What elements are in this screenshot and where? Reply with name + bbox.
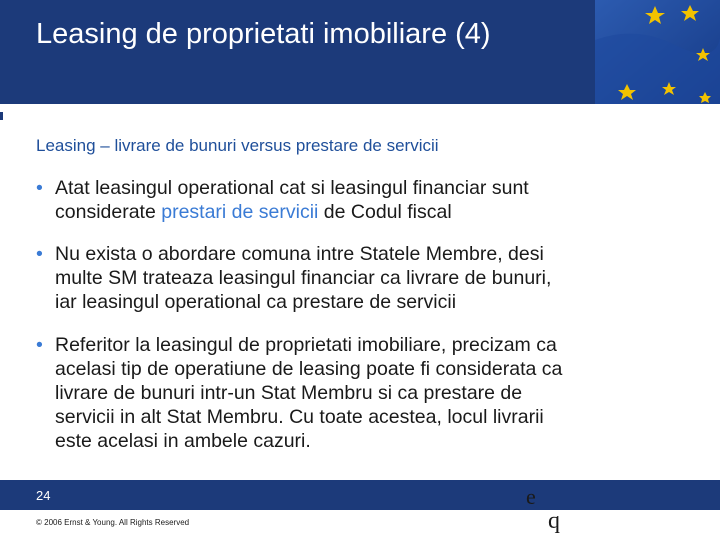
bullet-item — [36, 242, 696, 314]
bullet-line: livrare de bunuri intr-un Stat Membru si ca prestare de — [55, 382, 523, 404]
bullet-line: Atat leasingul operational cat si leasingul financiar sunt — [55, 177, 529, 199]
bullet-line: iar leasingul operational ca prestare de servicii — [55, 291, 457, 313]
bullet-item — [36, 333, 696, 453]
edge-mark — [0, 112, 3, 120]
page-number: 24 — [36, 488, 51, 503]
bullet-marker: • — [36, 177, 43, 199]
logo-glyph-e: e — [526, 484, 536, 509]
bullet-item — [36, 176, 696, 224]
highlight-text: prestari de servicii — [161, 201, 319, 223]
bullet-line: Nu exista o abordare comuna intre Statele Membre, desi — [55, 243, 544, 265]
title-bar — [0, 0, 720, 104]
logo-glyph-q: q — [548, 508, 560, 534]
bullet-marker: • — [36, 334, 43, 356]
copyright-text: © 2006 Ernst & Young. All Rights Reserved — [36, 518, 190, 527]
bullet-line: servicii in alt Stat Membru. Cu toate acestea, locul livrarii — [55, 406, 544, 428]
bullet-line — [36, 200, 696, 224]
bullet-line: multe SM trateaza leasingul financiar ca livrare de bunuri, — [55, 267, 552, 289]
bullet-line: Referitor la leasingul de proprietati imobiliare, precizam ca — [55, 334, 557, 356]
line-text: de Codul fiscal — [318, 201, 452, 223]
bullet-line: este acelasi in ambele cazuri. — [55, 430, 311, 452]
bullet-line: acelasi tip de operatiune de leasing poate fi considerata ca — [55, 358, 563, 380]
bullet-marker: • — [36, 243, 43, 265]
eu-flag-stars-icon — [595, 0, 720, 104]
page-title: Leasing de proprietati imobiliare (4) — [36, 18, 491, 50]
subtitle: Leasing – livrare de bunuri versus prestare de servicii — [36, 136, 439, 155]
footer-bar — [0, 480, 720, 510]
line-text: considerate — [55, 201, 162, 223]
